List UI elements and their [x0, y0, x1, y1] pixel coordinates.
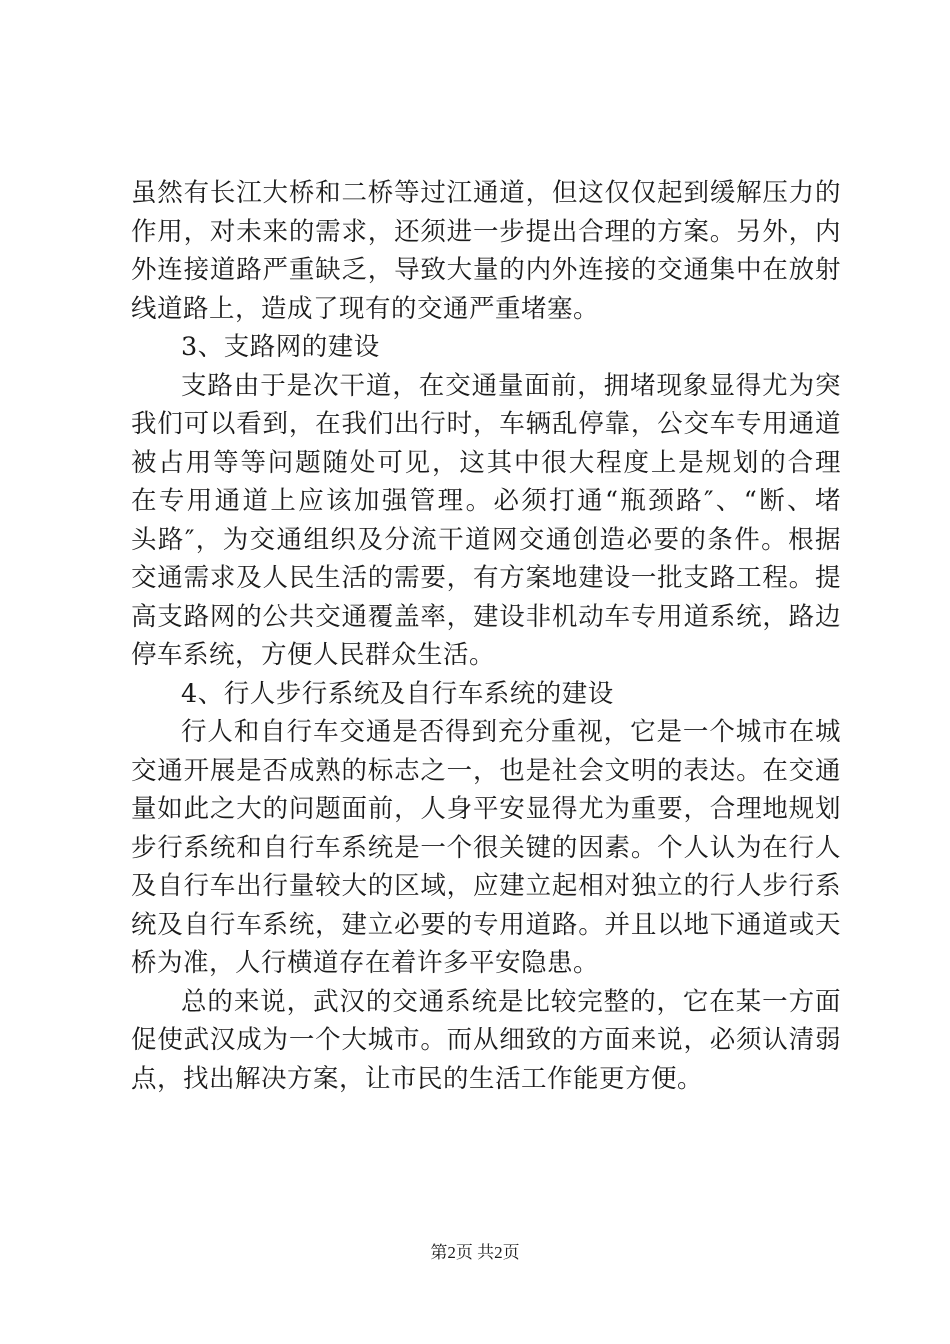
text-line: 被占用等等问题随处可见，这其中很大程度上是规划的合理 — [131, 447, 841, 478]
page-number-label: 第2页 共2页 — [430, 1243, 520, 1262]
text-line: 外连接道路严重缺乏，导致大量的内外连接的交通集中在放射 — [131, 255, 841, 285]
document-body — [131, 174, 841, 1098]
text-line: 停车系统，方便人民群众生活。 — [131, 640, 496, 670]
text-line: 在专用通道上应该加强管理。必须打通“瓶颈路″、“断、堵 — [131, 486, 841, 516]
text-line: 促使武汉成为一个大城市。而从细致的方面来说，必须认清弱 — [131, 1025, 841, 1055]
section-heading: 3、支路网的建设 — [181, 332, 380, 362]
text-line: 行人和自行车交通是否得到充分重视，它是一个城市在城 — [181, 717, 841, 747]
text-line: 总的来说，武汉的交通系统是比较完整的，它在某一方面 — [181, 986, 841, 1017]
text-line: 交通开展是否成熟的标志之一，也是社会文明的表达。在交通 — [131, 755, 841, 786]
text-line: 支路由于是次干道，在交通量面前，拥堵现象显得尤为突 — [181, 370, 841, 401]
text-line: 线道路上，造成了现有的交通严重堵塞。 — [131, 293, 600, 324]
text-line: 统及自行车系统，建立必要的专用道路。并且以地下通道或天 — [131, 909, 841, 940]
text-line: 虽然有长江大桥和二桥等过江通道，但这仅仅起到缓解压力的 — [131, 178, 841, 208]
text-line: 量如此之大的问题面前，人身平安显得尤为重要，合理地规划 — [131, 794, 841, 824]
text-line: 桥为准，人行横道存在着许多平安隐患。 — [131, 948, 600, 978]
section-heading: 4、行人步行系统及自行车系统的建设 — [181, 678, 614, 709]
text-line: 头路″，为交通组织及分流干道网交通创造必要的条件。根据 — [131, 524, 841, 555]
text-line: 我们可以看到，在我们出行时，车辆乱停靠，公交车专用通道 — [131, 409, 841, 439]
text-line: 及自行车出行量较大的区域，应建立起相对独立的行人步行系 — [131, 871, 841, 901]
text-line: 步行系统和自行车系统是一个很关键的因素。个人认为在行人 — [131, 832, 841, 863]
text-line: 点，找出解决方案，让市民的生活工作能更方便。 — [131, 1063, 704, 1094]
page-footer — [0, 1238, 950, 1263]
text-line: 交通需求及人民生活的需要，有方案地建设一批支路工程。提 — [131, 563, 841, 593]
text-line: 高支路网的公共交通覆盖率，建设非机动车专用道系统，路边 — [131, 601, 841, 632]
text-line: 作用，对未来的需求，还须进一步提出合理的方案。另外，内 — [131, 216, 841, 247]
